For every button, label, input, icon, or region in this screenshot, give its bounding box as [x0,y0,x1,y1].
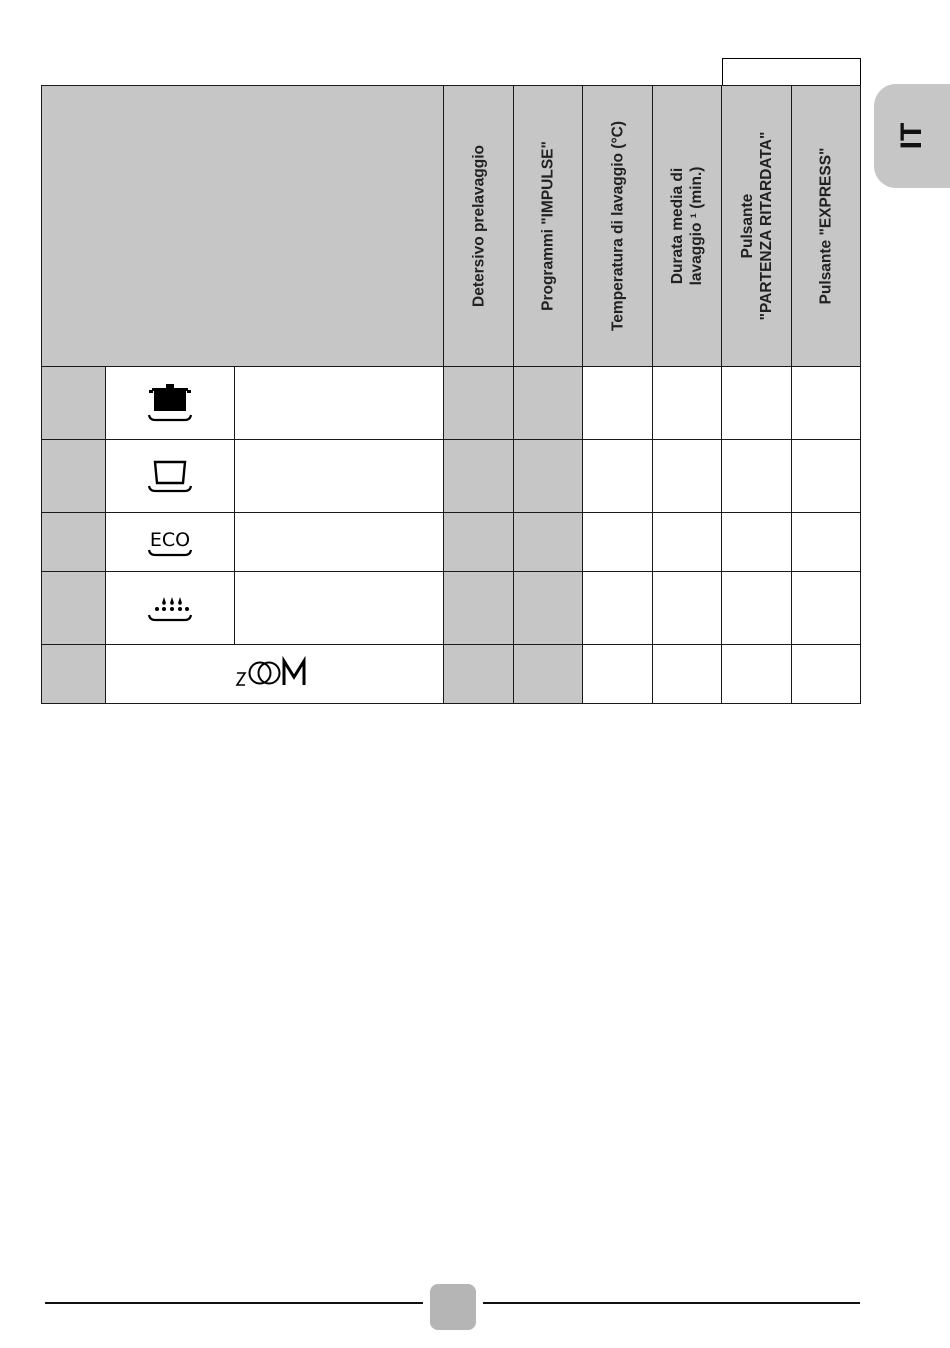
value-cell [514,440,583,513]
language-tab [874,84,950,188]
row-number-cell [42,572,106,645]
table-row [42,645,861,704]
program-icon-cell [106,513,235,572]
table-row [42,572,861,645]
eco-icon [144,524,196,560]
value-cell [444,440,514,513]
value-cell [583,572,653,645]
row-number-cell [42,645,106,704]
value-cell [514,367,583,440]
steam-icon [144,588,196,628]
program-icon-cell [106,572,235,645]
program-icon-cell [106,440,235,513]
header-text: Temperatura di lavaggio (°C) [609,120,626,332]
table-row [42,367,861,440]
header-line: lavaggio ¹ (min.) [688,166,705,286]
eco-icon-text: ECO [149,529,191,551]
header-group-box [722,58,861,85]
value-cell [583,440,653,513]
value-cell [514,513,583,572]
language-label: IT [895,122,928,150]
value-cell [792,367,861,440]
header-text: Detersivo prelavaggio [470,145,487,307]
value-cell [722,645,792,704]
value-cell [444,572,514,645]
value-cell [653,572,722,645]
header-blank-cell [42,86,444,367]
header-impulse-programs [514,86,583,367]
value-cell [583,513,653,572]
header-line: Pulsante [738,193,756,259]
pot-icon [144,381,196,425]
header-express-button [792,86,861,367]
value-cell [583,645,653,704]
value-cell [653,645,722,704]
program-name-cell [235,572,444,645]
header-delay-start-button [722,86,792,367]
footer-line-right [483,1302,860,1304]
value-cell [722,367,792,440]
row-number-cell [42,367,106,440]
header-text: Programmi "IMPULSE" [539,141,557,311]
value-cell [722,513,792,572]
program-table [41,85,861,704]
header-text [738,91,776,361]
program-name-cell [235,440,444,513]
value-cell [514,572,583,645]
header-line: Durata media di [669,167,686,285]
table-row [42,440,861,513]
value-cell [792,572,861,645]
value-cell [444,645,514,704]
program-name-cell [235,367,444,440]
value-cell [722,440,792,513]
row-number-cell [42,440,106,513]
row-number-cell [42,513,106,572]
value-cell [653,513,722,572]
zoom-logo [220,654,330,694]
value-cell [792,645,861,704]
header-wash-temperature [583,86,653,367]
header-text: Pulsante "EXPRESS" [817,147,835,305]
program-name-cell [235,513,444,572]
dish-icon [144,456,196,496]
value-cell [583,367,653,440]
value-cell [653,440,722,513]
header-line: "PARTENZA RITARDATA" [757,131,775,321]
page-number-badge [430,1284,476,1330]
value-cell [792,440,861,513]
value-cell [653,367,722,440]
value-cell [444,367,514,440]
header-text [668,91,706,361]
value-cell [514,645,583,704]
table-row [42,513,861,572]
footer-line-left [45,1302,423,1304]
program-icon-cell [106,367,235,440]
zoom-logo-cell [106,645,444,704]
header-row [42,86,861,367]
header-detergent-prewash [444,86,514,367]
value-cell [444,513,514,572]
value-cell [792,513,861,572]
header-average-duration [653,86,722,367]
value-cell [722,572,792,645]
